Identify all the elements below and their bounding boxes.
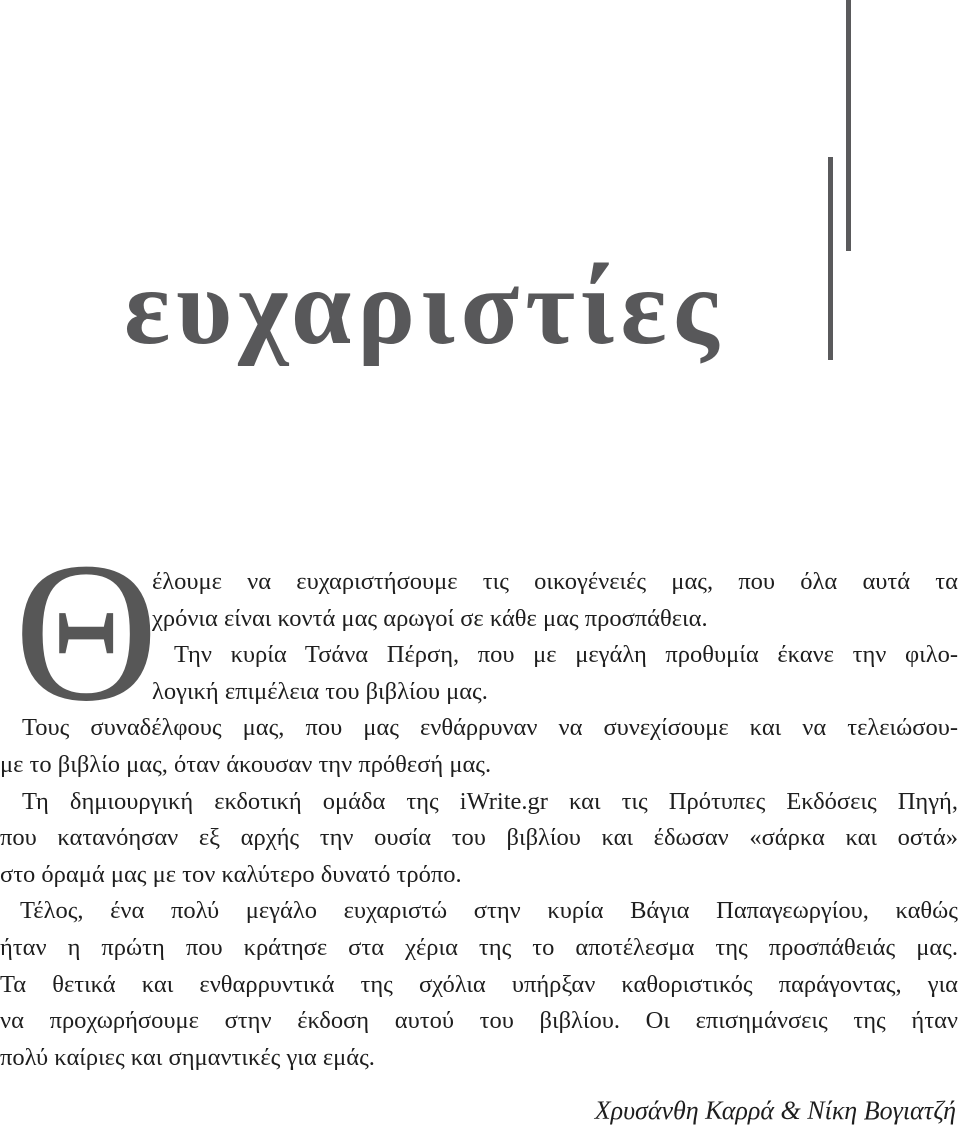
- text-line: Τέλος, ένα πολύ μεγάλο ευχαριστώ στην κυρία Βάγια Παπαγεωργίου, καθώς: [20, 897, 958, 925]
- text-line: πολύ καίριες και σημαντικές για εμάς.: [0, 1043, 375, 1071]
- text-line: Την κυρία Τσάνα Πέρση, που με μεγάλη προθυμία έκανε την φιλο-: [174, 641, 958, 669]
- text-line: χρόνια είναι κοντά μας αρωγοί σε κάθε μας προσπάθεια.: [152, 604, 708, 632]
- page-title: ευχαριστίες: [124, 248, 725, 367]
- text-line: Τα θετικά και ενθαρρυντικά της σχόλια υπήρξαν καθοριστικός παράγοντας, για: [0, 970, 958, 998]
- text-line: να προχωρήσουμε στην έκδοση αυτού του βιβλίου. Οι επισημάνσεις της ήταν: [0, 1007, 958, 1035]
- text-line: με το βιβλίο μας, όταν άκουσαν την πρόθεσή μας.: [0, 750, 492, 778]
- text-line: που κατανόησαν εξ αρχής την ουσία του βιβλίου και έδωσαν «σάρκα και οστά»: [0, 824, 958, 852]
- acknowledgements-text: [0, 564, 960, 1076]
- text-line: ήταν η πρώτη που κράτησε στα χέρια της το αποτέλεσμα της προσπάθειάς μας.: [0, 933, 958, 961]
- drop-cap: Θ: [14, 522, 159, 743]
- decorative-vertical-rule: [828, 157, 833, 360]
- decorative-vertical-rule: [846, 0, 851, 251]
- text-line: στο όραμά μας με τον καλύτερο δυνατό τρόπο.: [0, 860, 462, 888]
- text-line: λογική επιμέλεια του βιβλίου μας.: [152, 677, 488, 705]
- text-line: έλουμε να ευχαριστήσουμε τις οικογένειές μας, που όλα αυτά τα: [152, 568, 958, 595]
- signature: Χρυσάνθη Καρρά & Νίκη Βογιατζή: [594, 1096, 956, 1125]
- text-line: Τους συναδέλφους μας, που μας ενθάρρυναν να συνεχίσουμε και να τελειώσου-: [22, 714, 958, 742]
- text-line: Τη δημιουργική εκδοτική ομάδα της iWrite.gr και τις Πρότυπες Εκδόσεις Πηγή,: [22, 787, 958, 815]
